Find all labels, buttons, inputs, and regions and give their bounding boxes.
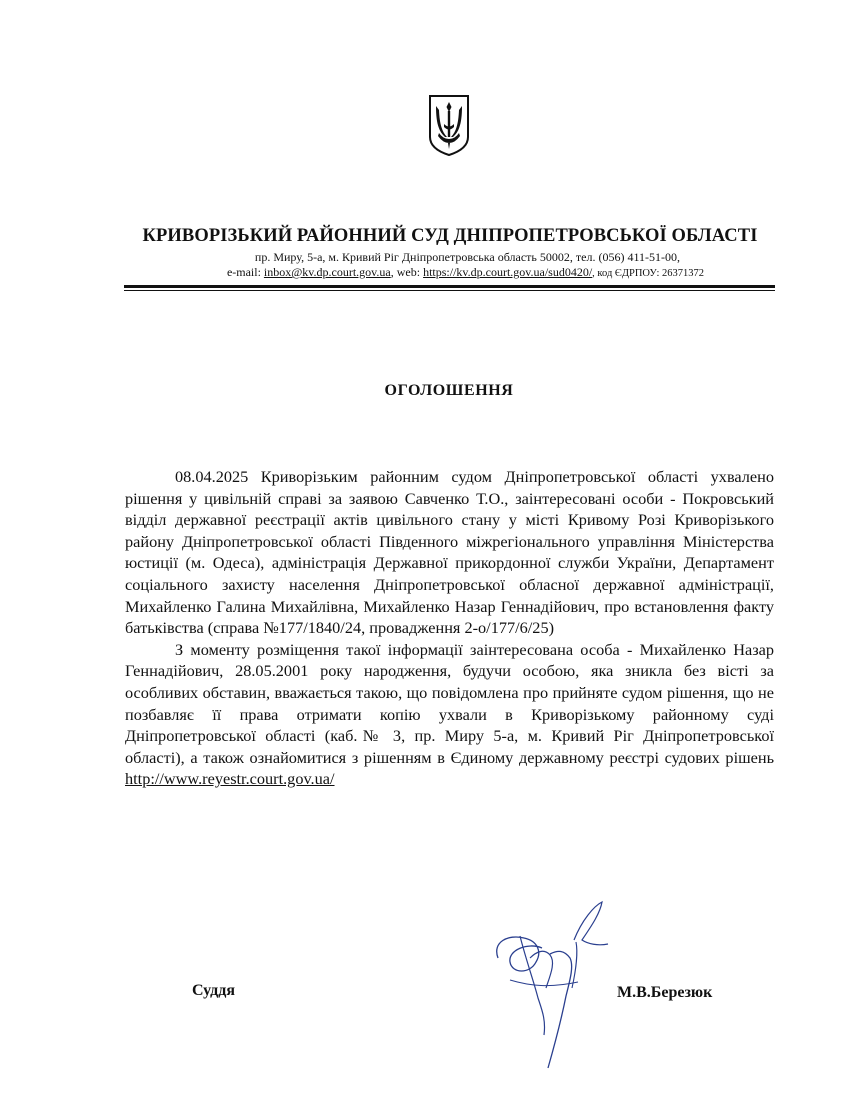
edrpou-code: , код ЄДРПОУ: 26371372 [592,268,704,279]
web-prefix: , web: [390,265,424,279]
announcement-body [125,466,774,790]
judge-name: М.В.Березюк [617,984,713,1001]
court-contacts [227,265,704,280]
paragraph-notice [125,639,774,790]
header-divider-thick [124,285,775,288]
paragraph-decision: 08.04.2025 Криворізьким районним судом Дніпропетровської області ухвалено рішення у цивільній справі за заявою Савченко Т.О., заінтересовані особи - Покровський відділ державної реєстрації актів цивільного стану у місті Кривому Розі Криворізького району Дніпропетровської області Південного міжрегіонального управління Міністерства юстиції (м. Одеса), адміністрація Державної прикордонної служби України, Департамент соціального захисту населення Дніпропетровської обласної державної адміністрації, Михайленко Галина Михайлівна, Михайленко Назар Геннадійович, про встановлення факту батьківства (справа №177/1840/24, провадження 2-о/177/6/25) [125,467,774,638]
web-link[interactable]: https://kv.dp.court.gov.ua/sud0420/ [423,265,593,279]
trident-emblem-icon [427,93,471,157]
registry-link[interactable]: http://www.reyestr.court.gov.ua/ [125,769,335,789]
email-prefix: e-mail: [226,265,264,279]
judge-label: Суддя [192,982,235,999]
paragraph-notice-text: З моменту розміщення такої інформації заінтересована особа - Михайленко Назар Геннадійович, 28.05.2001 року народження, будучи особою, яка зникла без вісті за особливих обставин, вважається такою, що повідомлена про прийняте судом рішення, що не позбавляє її права отримати копію ухвали в Криворізькому районному суді Дніпропетровської області (каб.№ 3, пр. Миру 5-а, м. Кривий Ріг Дніпропетровської області), а також ознайомитися з рішенням в Єдиному державному реєстрі судових рішень [125,639,774,767]
header-divider-thin [124,290,775,291]
email-link[interactable]: inbox@kv.dp.court.gov.ua [263,265,391,279]
court-address: пр. Миру, 5-а, м. Кривий Ріг Дніпропетровська область 50002, тел. (056) 411-51-00, [254,250,680,264]
handwritten-signature [490,900,610,1075]
court-name: КРИВОРІЗЬКИЙ РАЙОННИЙ СУД ДНІПРОПЕТРОВСЬКОЇ ОБЛАСТІ [142,226,758,246]
document-title: ОГОЛОШЕННЯ [384,382,514,399]
